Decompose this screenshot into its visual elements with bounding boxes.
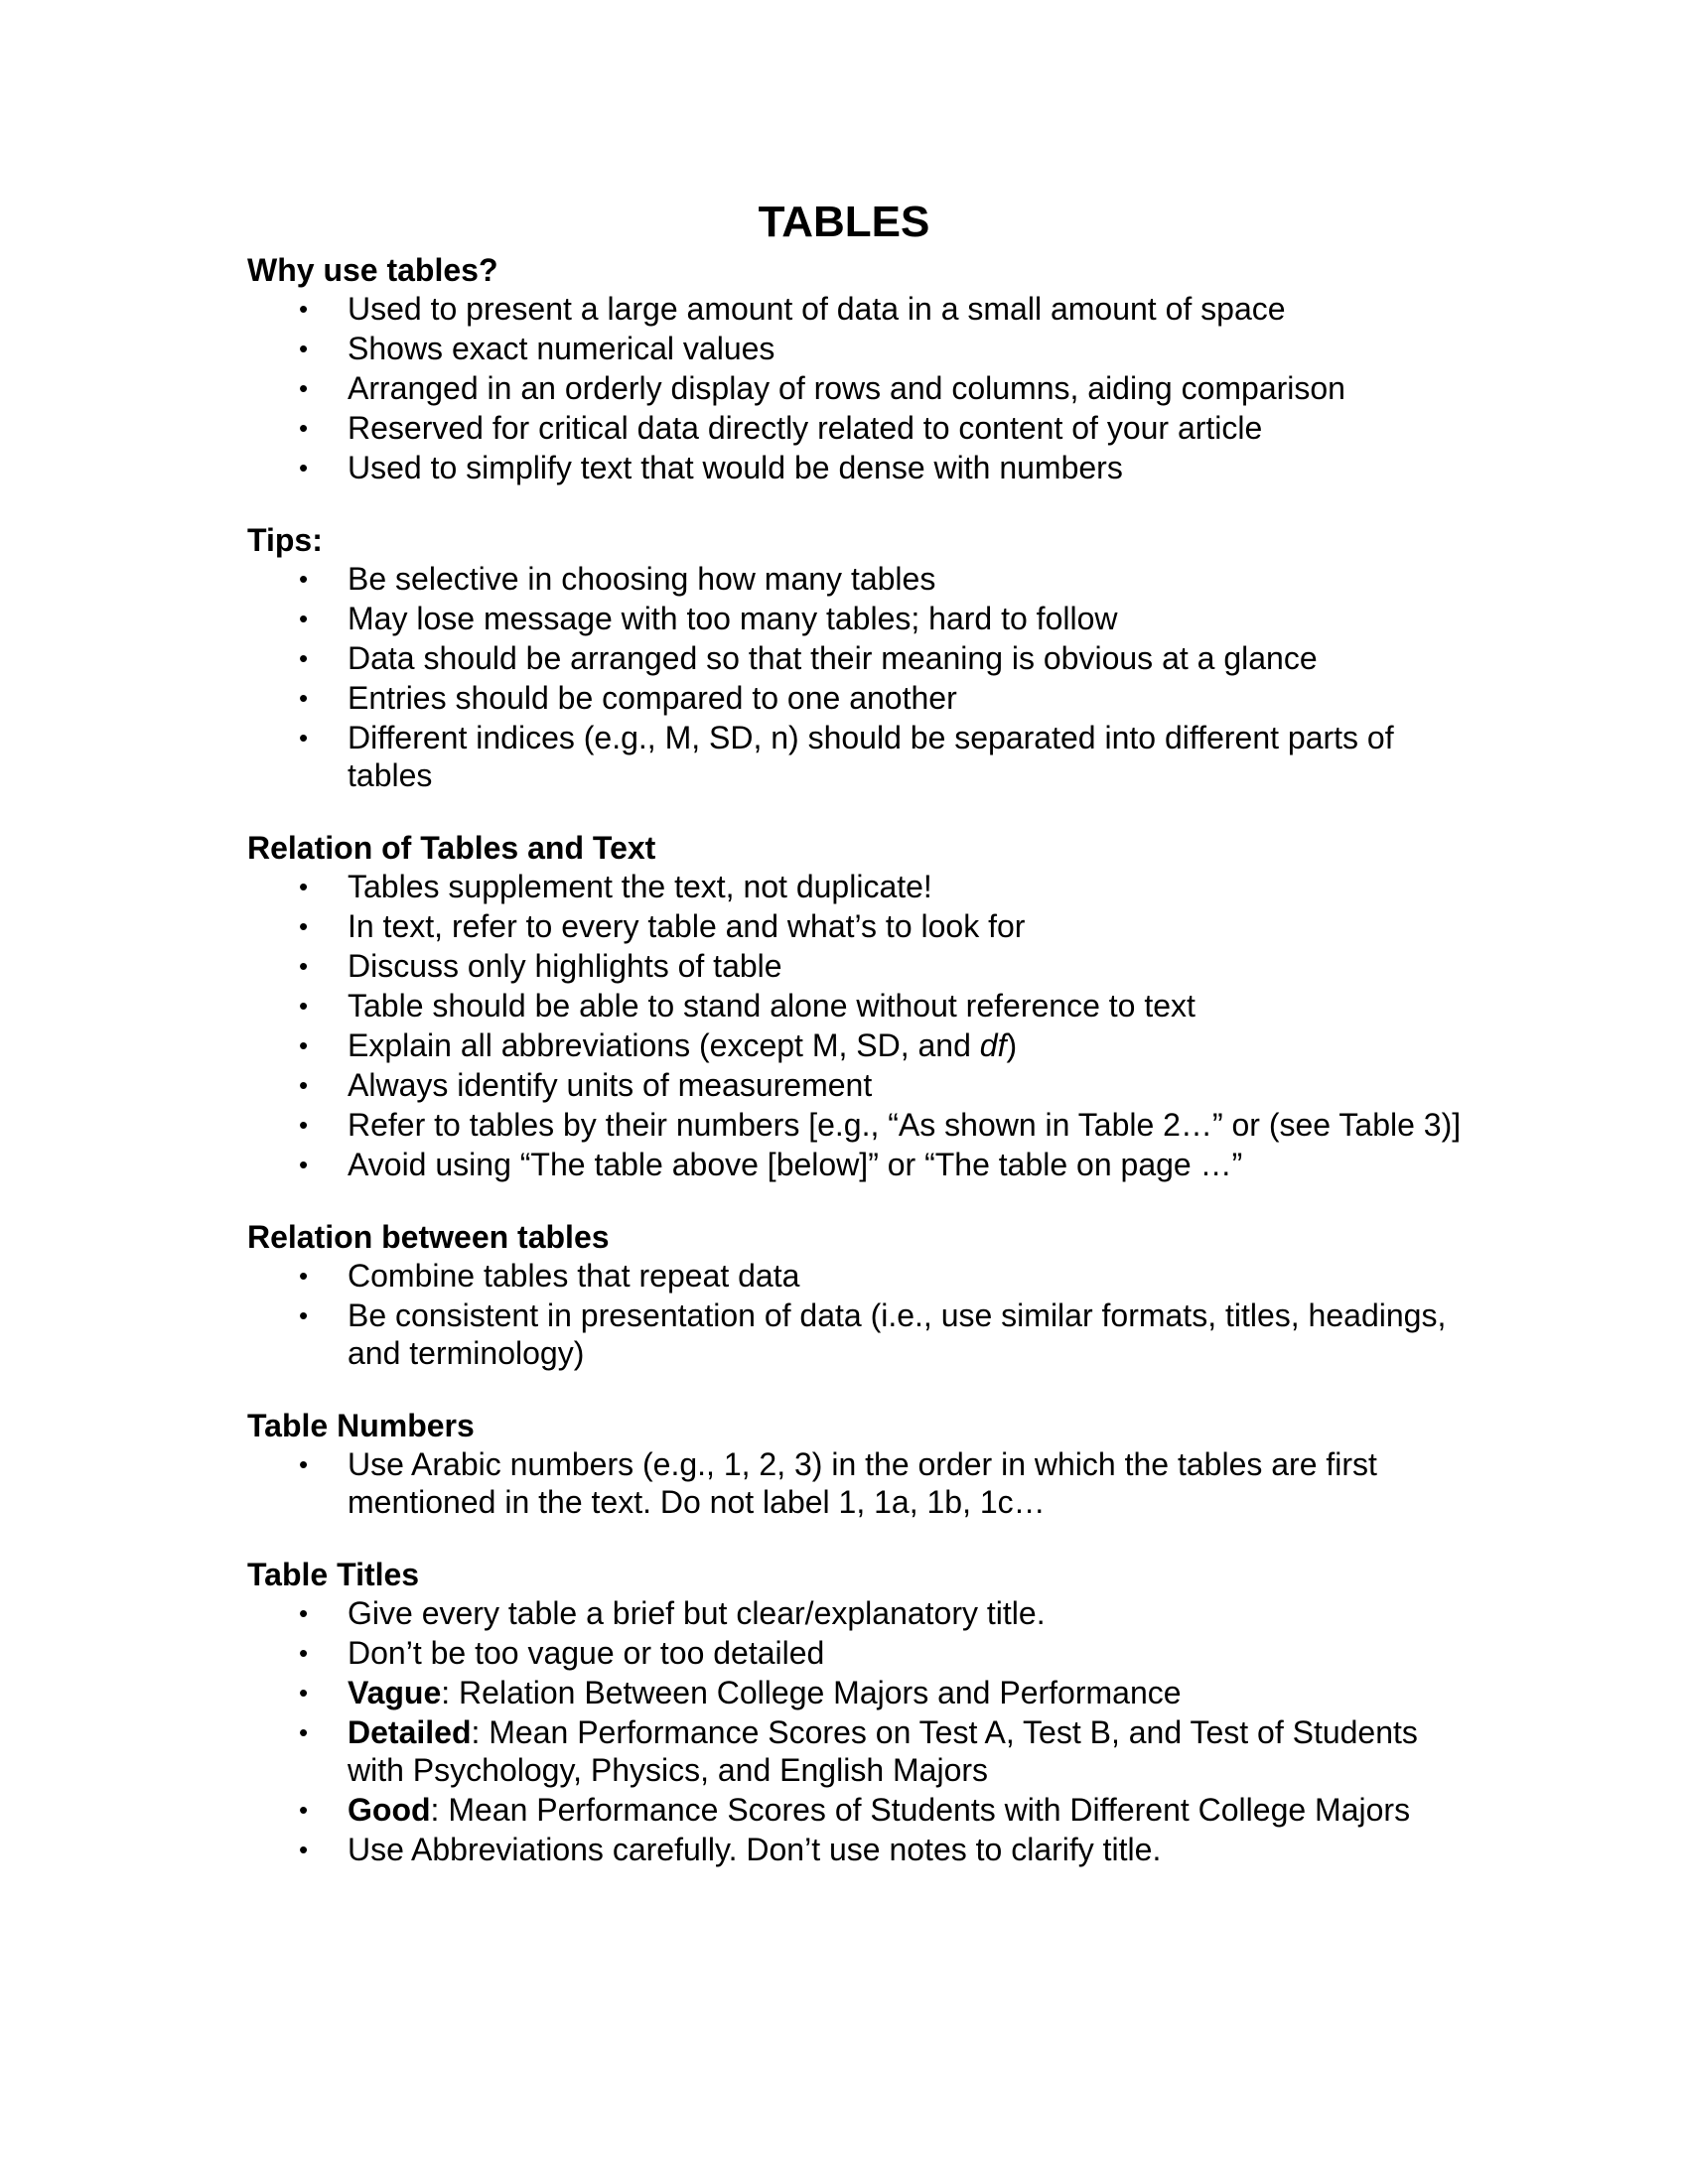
list-item-text: Discuss only highlights of table bbox=[348, 948, 782, 984]
bullet-icon: • bbox=[299, 413, 309, 443]
list-item bbox=[247, 1713, 1469, 1789]
bullet-icon: • bbox=[299, 294, 309, 324]
df-emphasis: df bbox=[979, 1027, 1007, 1063]
list-item bbox=[247, 1026, 1469, 1064]
list-item-text: Avoid using “The table above [below]” or “The table on page …” bbox=[348, 1147, 1243, 1182]
section-heading: Table Titles bbox=[247, 1557, 420, 1592]
list-item-text: Arranged in an orderly display of rows and columns, aiding comparison bbox=[348, 370, 1345, 406]
list-item-text: Different indices (e.g., M, SD, n) should be separated into different parts of tables bbox=[348, 720, 1394, 793]
list-item-text: May lose message with too many tables; hard to follow bbox=[348, 601, 1118, 636]
list-item bbox=[247, 409, 1469, 447]
bullet-list bbox=[247, 868, 1469, 1183]
bullet-icon: • bbox=[299, 1030, 309, 1060]
bullet-icon: • bbox=[299, 604, 309, 633]
section-heading: Relation between tables bbox=[247, 1219, 610, 1255]
bullet-icon: • bbox=[299, 1717, 309, 1747]
list-item-text: Shows exact numerical values bbox=[348, 331, 775, 366]
list-item-text: Reserved for critical data directly related to content of your article bbox=[348, 410, 1263, 446]
list-item-text: Always identify units of measurement bbox=[348, 1067, 873, 1103]
bullet-icon: • bbox=[299, 1300, 309, 1330]
list-item-text: Combine tables that repeat data bbox=[348, 1258, 800, 1294]
bullet-icon: • bbox=[299, 453, 309, 482]
document-body bbox=[247, 250, 1469, 1902]
section-heading: Why use tables? bbox=[247, 252, 498, 288]
list-item bbox=[247, 1445, 1469, 1521]
list-item-text: Use Arabic numbers (e.g., 1, 2, 3) in the order in which the tables are first mentioned in the text. Do not label 1, 1a, 1b, 1c… bbox=[348, 1446, 1377, 1520]
bullet-icon: • bbox=[299, 643, 309, 673]
section-tips bbox=[247, 520, 1469, 794]
list-item bbox=[247, 1106, 1469, 1144]
list-item bbox=[247, 369, 1469, 407]
list-item-text: Use Abbreviations carefully. Don’t use notes to clarify title. bbox=[348, 1832, 1162, 1867]
bullet-icon: • bbox=[299, 991, 309, 1021]
list-item-text bbox=[348, 1792, 1410, 1828]
bullet-list bbox=[247, 1445, 1469, 1521]
list-item-text: Table should be able to stand alone without reference to text bbox=[348, 988, 1196, 1024]
list-item-text: Tables supplement the text, not duplicate! bbox=[348, 869, 932, 904]
list-item bbox=[247, 1066, 1469, 1104]
detailed-label: Detailed bbox=[348, 1714, 472, 1750]
section-relation-between-tables bbox=[247, 1217, 1469, 1372]
section-table-numbers bbox=[247, 1406, 1469, 1521]
bullet-icon: • bbox=[299, 951, 309, 981]
list-item-text: In text, refer to every table and what’s to look for bbox=[348, 908, 1026, 944]
abbreviations-text: Explain all abbreviations (except M, SD, and bbox=[348, 1027, 980, 1063]
list-item bbox=[247, 947, 1469, 985]
list-item bbox=[247, 1594, 1469, 1632]
list-item bbox=[247, 907, 1469, 945]
bullet-icon: • bbox=[299, 723, 309, 752]
list-item-text: Data should be arranged so that their meaning is obvious at a glance bbox=[348, 640, 1318, 676]
list-item-text bbox=[348, 1714, 1418, 1788]
bullet-list bbox=[247, 1257, 1469, 1372]
list-item bbox=[247, 679, 1469, 717]
list-item-text bbox=[348, 1027, 1017, 1063]
list-item bbox=[247, 1831, 1469, 1868]
list-item-text: Used to present a large amount of data in a small amount of space bbox=[348, 291, 1286, 327]
bullet-list bbox=[247, 1594, 1469, 1868]
document-title: TABLES bbox=[758, 198, 930, 246]
bullet-icon: • bbox=[299, 1449, 309, 1479]
good-example: : Mean Performance Scores of Students with Different College Majors bbox=[430, 1792, 1411, 1828]
list-item bbox=[247, 1257, 1469, 1295]
list-item-text: Be consistent in presentation of data (i.e., use similar formats, titles, headings, and terminology) bbox=[348, 1297, 1447, 1371]
bullet-icon: • bbox=[299, 1638, 309, 1668]
abbreviations-text-end: ) bbox=[1006, 1027, 1018, 1063]
bullet-list bbox=[247, 560, 1469, 794]
section-table-titles bbox=[247, 1555, 1469, 1868]
list-item bbox=[247, 560, 1469, 598]
section-heading: Tips: bbox=[247, 522, 323, 558]
bullet-icon: • bbox=[299, 1598, 309, 1628]
bullet-icon: • bbox=[299, 911, 309, 941]
list-item bbox=[247, 290, 1469, 328]
bullet-icon: • bbox=[299, 872, 309, 901]
section-relation-of-tables-and-text bbox=[247, 828, 1469, 1183]
detailed-example: : Mean Performance Scores on Test A, Test B, and Test of Students with Psychology, Physics, and English Majors bbox=[348, 1714, 1418, 1788]
list-item bbox=[247, 639, 1469, 677]
list-item-text: Entries should be compared to one another bbox=[348, 680, 957, 716]
bullet-icon: • bbox=[299, 1678, 309, 1707]
list-item bbox=[247, 987, 1469, 1024]
bullet-icon: • bbox=[299, 1261, 309, 1291]
list-item bbox=[247, 330, 1469, 367]
list-item bbox=[247, 1634, 1469, 1672]
list-item bbox=[247, 1297, 1469, 1372]
list-item bbox=[247, 600, 1469, 637]
bullet-icon: • bbox=[299, 683, 309, 713]
bullet-list bbox=[247, 290, 1469, 486]
vague-label: Vague bbox=[348, 1675, 442, 1710]
section-heading: Relation of Tables and Text bbox=[247, 830, 656, 866]
bullet-icon: • bbox=[299, 1070, 309, 1100]
list-item-text: Be selective in choosing how many tables bbox=[348, 561, 936, 597]
list-item-text bbox=[348, 1675, 1182, 1710]
list-item bbox=[247, 1791, 1469, 1829]
section-heading: Table Numbers bbox=[247, 1408, 475, 1443]
bullet-icon: • bbox=[299, 1150, 309, 1179]
bullet-icon: • bbox=[299, 1110, 309, 1140]
bullet-icon: • bbox=[299, 1835, 309, 1864]
list-item-text: Give every table a brief but clear/explanatory title. bbox=[348, 1595, 1046, 1631]
list-item bbox=[247, 1674, 1469, 1711]
list-item bbox=[247, 868, 1469, 905]
bullet-icon: • bbox=[299, 373, 309, 403]
list-item bbox=[247, 1146, 1469, 1183]
list-item-text: Used to simplify text that would be dense with numbers bbox=[348, 450, 1123, 485]
bullet-icon: • bbox=[299, 564, 309, 594]
list-item bbox=[247, 719, 1469, 794]
bullet-icon: • bbox=[299, 1795, 309, 1825]
good-label: Good bbox=[348, 1792, 431, 1828]
vague-example: : Relation Between College Majors and Performance bbox=[441, 1675, 1182, 1710]
list-item-text: Don’t be too vague or too detailed bbox=[348, 1635, 825, 1671]
list-item bbox=[247, 449, 1469, 486]
list-item-text: Refer to tables by their numbers [e.g., “As shown in Table 2…” or (see Table 3)] bbox=[348, 1107, 1462, 1143]
bullet-icon: • bbox=[299, 334, 309, 363]
section-why-use-tables bbox=[247, 250, 1469, 486]
